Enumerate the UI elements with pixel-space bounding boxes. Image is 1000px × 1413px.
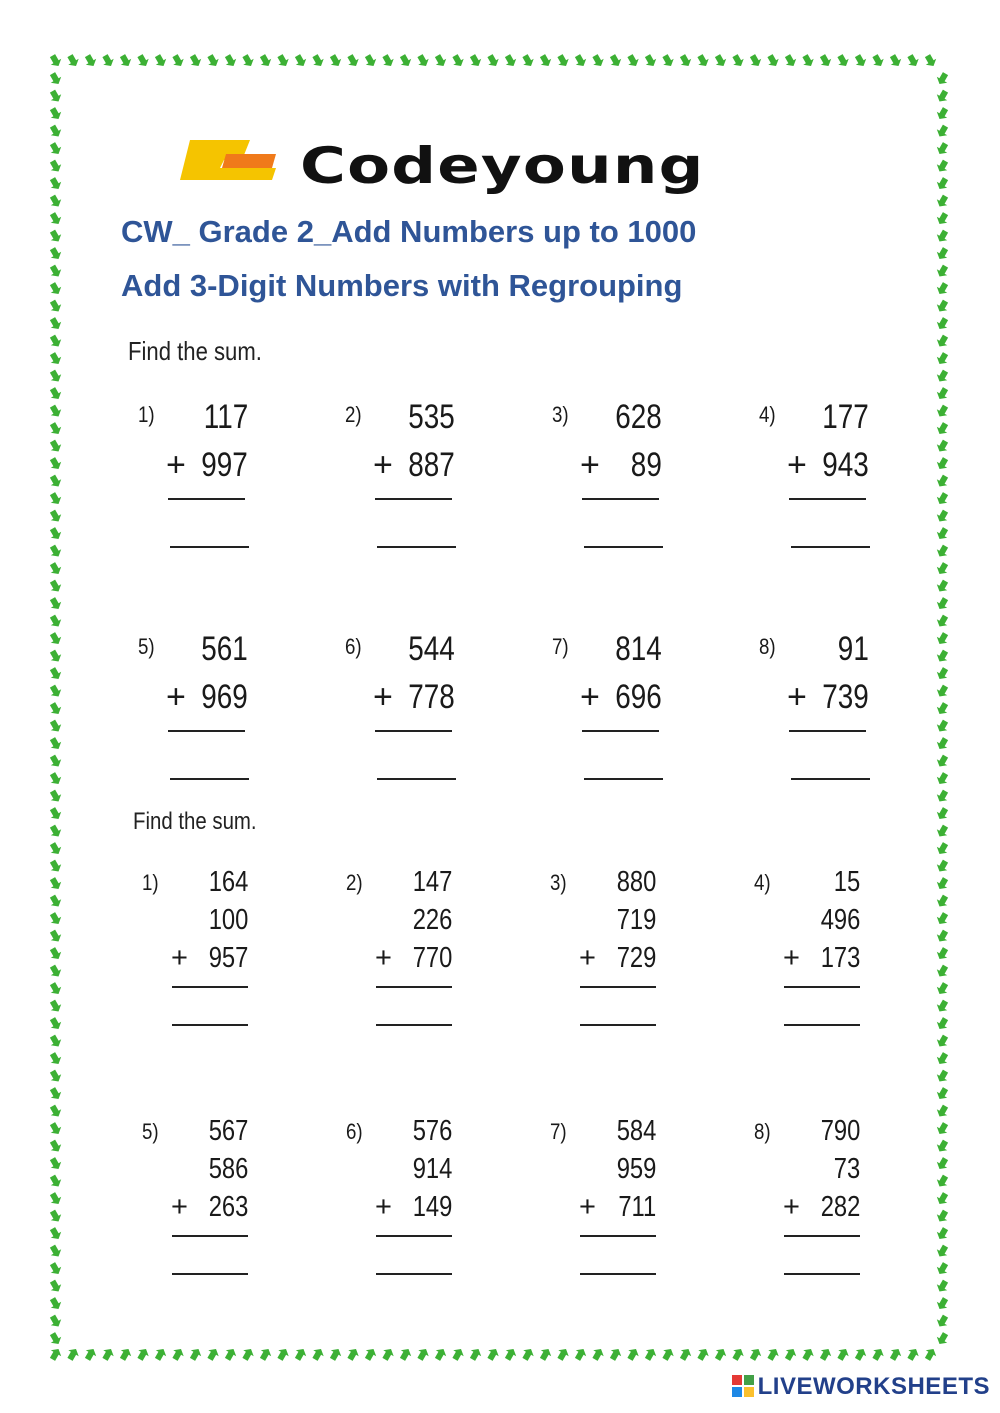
sum-line <box>172 1235 248 1237</box>
addend: 814 <box>615 630 662 668</box>
problem <box>550 1115 662 1289</box>
answer-blank[interactable] <box>584 546 663 548</box>
addend: 696 <box>615 678 662 716</box>
addend: 149 <box>412 1191 452 1223</box>
addend: 914 <box>412 1153 452 1185</box>
addend: 778 <box>408 678 455 716</box>
problem <box>346 1115 458 1289</box>
watermark-text: LIVEWORKSHEETS <box>757 1373 990 1400</box>
sum-line <box>172 986 248 988</box>
problem-number: 2) <box>345 402 362 427</box>
problem <box>142 866 254 1040</box>
problem <box>138 398 253 552</box>
addend: 770 <box>412 942 452 974</box>
addend: 226 <box>412 904 452 936</box>
addend: 584 <box>616 1115 656 1147</box>
problem-number: 7) <box>550 1119 567 1144</box>
page-title: CW_ Grade 2_Add Numbers up to 1000 <box>121 214 697 249</box>
sum-line <box>375 498 452 500</box>
problem-number: 6) <box>345 634 362 659</box>
addend: 561 <box>201 630 248 668</box>
problem <box>550 866 662 1040</box>
problem <box>552 398 667 552</box>
answer-blank[interactable] <box>784 1024 860 1026</box>
answer-blank[interactable] <box>580 1273 656 1275</box>
addend: 177 <box>822 398 869 436</box>
addend: 997 <box>201 446 248 484</box>
plus-sign: + <box>171 942 188 974</box>
problem <box>754 1115 866 1289</box>
plus-sign: + <box>580 446 600 484</box>
answer-blank[interactable] <box>172 1273 248 1275</box>
sum-line <box>582 498 659 500</box>
answer-blank[interactable] <box>170 546 249 548</box>
problem-number: 8) <box>759 634 776 659</box>
page-subtitle: Add 3-Digit Numbers with Regrouping <box>121 268 683 303</box>
problem-number: 7) <box>552 634 569 659</box>
problem <box>345 630 460 784</box>
answer-blank[interactable] <box>580 1024 656 1026</box>
sum-line <box>784 1235 860 1237</box>
problem <box>552 630 667 784</box>
problem-number: 8) <box>754 1119 771 1144</box>
answer-blank[interactable] <box>376 1273 452 1275</box>
problem-number: 3) <box>550 870 567 895</box>
liveworksheets-logo-icon <box>732 1375 754 1397</box>
problem-number: 1) <box>142 870 159 895</box>
addend: 544 <box>408 630 455 668</box>
sum-line <box>580 1235 656 1237</box>
plus-sign: + <box>373 678 393 716</box>
plus-sign: + <box>373 446 393 484</box>
addend: 100 <box>208 904 248 936</box>
plus-sign: + <box>375 1191 392 1223</box>
sum-line <box>789 498 866 500</box>
addend: 790 <box>820 1115 860 1147</box>
addend: 282 <box>820 1191 860 1223</box>
addend: 91 <box>837 630 869 668</box>
sum-line <box>375 730 452 732</box>
addend: 147 <box>412 866 452 898</box>
addend: 164 <box>208 866 248 898</box>
addend: 880 <box>616 866 656 898</box>
addend: 263 <box>208 1191 248 1223</box>
addend: 173 <box>820 942 860 974</box>
answer-blank[interactable] <box>784 1273 860 1275</box>
plus-sign: + <box>171 1191 188 1223</box>
sum-line <box>376 1235 452 1237</box>
addend: 567 <box>208 1115 248 1147</box>
plus-sign: + <box>787 678 807 716</box>
problem <box>345 398 460 552</box>
addend: 628 <box>615 398 662 436</box>
addend: 535 <box>408 398 455 436</box>
addend: 887 <box>408 446 455 484</box>
watermark <box>732 1373 990 1401</box>
addend: 729 <box>616 942 656 974</box>
section2-instruction: Find the sum. <box>133 808 257 835</box>
answer-blank[interactable] <box>791 778 870 780</box>
sum-line <box>168 730 245 732</box>
addend: 739 <box>822 678 869 716</box>
plus-sign: + <box>783 942 800 974</box>
logo-text: Codeyoung <box>300 137 705 195</box>
addend: 496 <box>820 904 860 936</box>
problem-number: 4) <box>754 870 771 895</box>
plus-sign: + <box>580 678 600 716</box>
section1-instruction: Find the sum. <box>128 336 262 366</box>
problem-number: 5) <box>138 634 155 659</box>
plus-sign: + <box>166 446 186 484</box>
addend: 15 <box>833 866 860 898</box>
answer-blank[interactable] <box>172 1024 248 1026</box>
addend: 586 <box>208 1153 248 1185</box>
problem-number: 5) <box>142 1119 159 1144</box>
plus-sign: + <box>579 942 596 974</box>
answer-blank[interactable] <box>584 778 663 780</box>
plus-sign: + <box>166 678 186 716</box>
problem <box>346 866 458 1040</box>
answer-blank[interactable] <box>377 546 456 548</box>
problem <box>138 630 253 784</box>
addend: 943 <box>822 446 869 484</box>
addend: 73 <box>833 1153 860 1185</box>
answer-blank[interactable] <box>170 778 249 780</box>
plus-sign: + <box>375 942 392 974</box>
addend: 117 <box>203 398 248 436</box>
addend: 957 <box>208 942 248 974</box>
problem-number: 1) <box>138 402 155 427</box>
plus-sign: + <box>787 446 807 484</box>
addend: 719 <box>616 904 656 936</box>
addend: 969 <box>201 678 248 716</box>
sum-line <box>168 498 245 500</box>
sum-line <box>784 986 860 988</box>
sum-line <box>580 986 656 988</box>
answer-blank[interactable] <box>791 546 870 548</box>
addend: 711 <box>618 1191 656 1223</box>
problem <box>759 630 874 784</box>
problem <box>754 866 866 1040</box>
answer-blank[interactable] <box>377 778 456 780</box>
answer-blank[interactable] <box>376 1024 452 1026</box>
problem-number: 4) <box>759 402 776 427</box>
sum-line <box>582 730 659 732</box>
sum-line <box>376 986 452 988</box>
problem-number: 2) <box>346 870 363 895</box>
plus-sign: + <box>783 1191 800 1223</box>
problem <box>759 398 874 552</box>
sum-line <box>789 730 866 732</box>
addend: 89 <box>630 446 662 484</box>
problem-number: 3) <box>552 402 569 427</box>
plus-sign: + <box>579 1191 596 1223</box>
addend: 576 <box>412 1115 452 1147</box>
addend: 959 <box>616 1153 656 1185</box>
problem <box>142 1115 254 1289</box>
problem-number: 6) <box>346 1119 363 1144</box>
